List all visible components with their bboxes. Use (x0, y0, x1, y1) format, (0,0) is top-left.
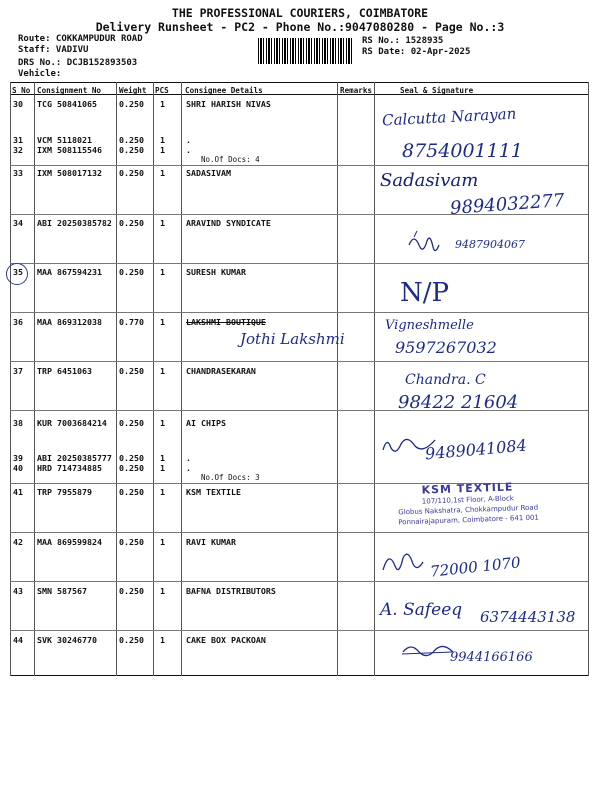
row-sno: 33 (13, 168, 23, 178)
handwritten-signature: Sadasivam (380, 170, 479, 191)
row-pcs: 1 (160, 487, 165, 497)
col-weight: Weight (119, 86, 147, 95)
row-weight: 0.250 (119, 418, 144, 428)
col-pcs: PCS (155, 86, 169, 95)
col-border (10, 82, 11, 676)
row-weight: 0.250 (119, 487, 144, 497)
table-bottom-border (10, 675, 588, 676)
handwritten-signature: Chandra. C (405, 372, 486, 388)
stamp-address: Globus Nakshatra, Chokkampudur Road (398, 503, 539, 517)
row-pcs: 1 (160, 537, 165, 547)
col-consignee: Consignee Details (185, 86, 263, 95)
row-sno: 38 (13, 418, 23, 428)
signature-scribble (378, 540, 438, 580)
row-consignee: SADASIVAM (186, 168, 231, 178)
docs-count: No.Of Docs: 3 (201, 473, 260, 482)
staff-label: Staff: VADIVU (18, 45, 89, 55)
row-consignment: KUR 7003684214 (37, 418, 107, 428)
row-consignment: TCG 50841065 (37, 99, 97, 109)
col-border (34, 82, 35, 676)
handwritten-phone: 98422 21604 (398, 392, 519, 413)
row-consignment: MAA 869312038 (37, 317, 102, 327)
handwritten-remark: N/P (400, 278, 450, 308)
rs-date: RS Date: 02-Apr-2025 (362, 47, 471, 57)
col-border (116, 82, 117, 676)
row-divider (10, 581, 588, 582)
row-consignment: MAA 869599824 (37, 537, 102, 547)
handwritten-signature: Calcutta Narayan (381, 104, 517, 130)
row-pcs: 1 (160, 463, 165, 473)
row-divider (10, 263, 588, 264)
col-border (181, 82, 182, 676)
row-sno: 42 (13, 537, 23, 547)
row-consignee: SHRI HARISH NIVAS (186, 99, 271, 109)
company-title: THE PROFESSIONAL COURIERS, COIMBATORE (171, 6, 429, 20)
row-consignment: ABI 20250385782 (37, 218, 112, 228)
col-seal: Seal & Signature (400, 86, 474, 95)
row-weight: 0.250 (119, 99, 144, 109)
handwritten-phone: 9894032277 (449, 190, 566, 219)
row-consignment: TRP 7955879 (37, 487, 92, 497)
row-sno: 36 (13, 317, 23, 327)
row-weight: 0.250 (119, 145, 144, 155)
handwritten-phone: 8754001111 (402, 140, 523, 162)
row-divider (10, 312, 588, 313)
row-divider (10, 165, 588, 166)
row-sno: 31 (13, 135, 23, 145)
row-pcs: 1 (160, 267, 165, 277)
row-weight: 0.250 (119, 586, 144, 596)
col-border (374, 82, 375, 676)
row-pcs: 1 (160, 317, 165, 327)
handwritten-phone: 9489041084 (424, 435, 528, 464)
row-sno: 40 (13, 463, 23, 473)
row-consignment: IXM 508017132 (37, 168, 102, 178)
handwritten-phone: 9487904067 (455, 238, 525, 251)
company-stamp (377, 479, 558, 528)
row-pcs: 1 (160, 366, 165, 376)
row-consignment: SVK 30246770 (37, 635, 97, 645)
row-divider (10, 630, 588, 631)
col-border (337, 82, 338, 676)
row-weight: 0.250 (119, 463, 144, 473)
row-consignment: SMN 587567 (37, 586, 87, 596)
row-weight: 0.250 (119, 218, 144, 228)
rs-number: RS No.: 1528935 (362, 36, 444, 46)
row-pcs: 1 (160, 218, 165, 228)
row-sno: 32 (13, 145, 23, 155)
row-consignment: IXM 508115546 (37, 145, 102, 155)
vehicle-label: Vehicle: (18, 69, 62, 79)
col-sno: S No (12, 86, 31, 95)
handwritten-phone: 9597267032 (395, 338, 497, 357)
signature-scribble (378, 430, 458, 460)
row-pcs: 1 (160, 145, 165, 155)
row-sno: 30 (13, 99, 23, 109)
row-pcs: 1 (160, 99, 165, 109)
row-weight: 0.250 (119, 366, 144, 376)
signature-scribble (374, 215, 454, 263)
row-weight: 0.250 (119, 168, 144, 178)
col-consignment: Consignment No (37, 86, 102, 95)
route-label: Route: COKKAMPUDUR ROAD (18, 34, 143, 44)
row-divider (10, 361, 588, 362)
row-sno: 37 (13, 366, 23, 376)
handwritten-signature: A. Safeeq (380, 600, 463, 620)
row-consignee: CHANDRASEKARAN (186, 366, 256, 376)
drs-number: DRS No.: DCJB152893503 (18, 58, 138, 68)
row-consignee: AI CHIPS (186, 418, 226, 428)
row-weight: 0.250 (119, 267, 144, 277)
row-consignee: RAVI KUMAR (186, 537, 236, 547)
signature-scribble (400, 640, 460, 664)
row-pcs: 1 (160, 418, 165, 428)
stamp-address: Ponnairajapuram, Coimbatore - 641 001 (398, 513, 540, 527)
row-sno: 41 (13, 487, 23, 497)
row-consignee: ARAVIND SYNDICATE (186, 218, 271, 228)
row-pcs: 1 (160, 168, 165, 178)
row-weight: 0.250 (119, 537, 144, 547)
row-consignee: SURESH KUMAR (186, 267, 246, 277)
row-consignee: . (186, 135, 191, 145)
row-consignment: TRP 6451063 (37, 366, 92, 376)
row-weight: 0.770 (119, 317, 144, 327)
row-pcs: 1 (160, 135, 165, 145)
row-weight: 0.250 (119, 135, 144, 145)
handwritten-phone: 6374443138 (480, 608, 576, 626)
row-consignee: . (186, 453, 191, 463)
row-divider (10, 532, 588, 533)
row-pcs: 1 (160, 586, 165, 596)
row-sno: 39 (13, 453, 23, 463)
row-consignee: LAKSHMI BOUTIQUE (186, 317, 266, 327)
row-sno: 34 (13, 218, 23, 228)
handwritten-signature: Vigneshmelle (385, 318, 474, 333)
row-consignee: CAKE BOX PACKOAN (186, 635, 266, 645)
row-consignment: VCM 5118021 (37, 135, 92, 145)
table-top-border (10, 82, 588, 83)
row-consignment: HRD 714734885 (37, 463, 102, 473)
row-consignee: . (186, 145, 191, 155)
row-sno: 44 (13, 635, 23, 645)
col-remarks: Remarks (340, 86, 373, 95)
row-pcs: 1 (160, 453, 165, 463)
row-consignee: BAFNA DISTRIBUTORS (186, 586, 276, 596)
row-sno: 35 (13, 267, 23, 277)
runsheet-title: Delivery Runsheet - PC2 - Phone No.:9047080280 - Page No.:3 (95, 20, 505, 34)
row-consignment: ABI 20250385777 (37, 453, 112, 463)
row-weight: 0.250 (119, 635, 144, 645)
col-border (588, 82, 589, 676)
stamp-address: 107/110,1st Floor, A-Block (421, 494, 515, 506)
row-consignee: KSM TEXTILE (186, 487, 241, 497)
barcode (258, 38, 354, 64)
handwritten-name: Jothi Lakshmi (240, 330, 345, 348)
row-sno: 43 (13, 586, 23, 596)
row-consignment: MAA 867594231 (37, 267, 102, 277)
row-weight: 0.250 (119, 453, 144, 463)
handwritten-phone: 72000 1070 (429, 553, 522, 581)
col-border (153, 82, 154, 676)
row-consignee: . (186, 463, 191, 473)
handwritten-phone: 9944166166 (450, 650, 533, 665)
row-pcs: 1 (160, 635, 165, 645)
stamp-name: KSM TEXTILE (421, 480, 514, 497)
docs-count: No.Of Docs: 4 (201, 155, 260, 164)
